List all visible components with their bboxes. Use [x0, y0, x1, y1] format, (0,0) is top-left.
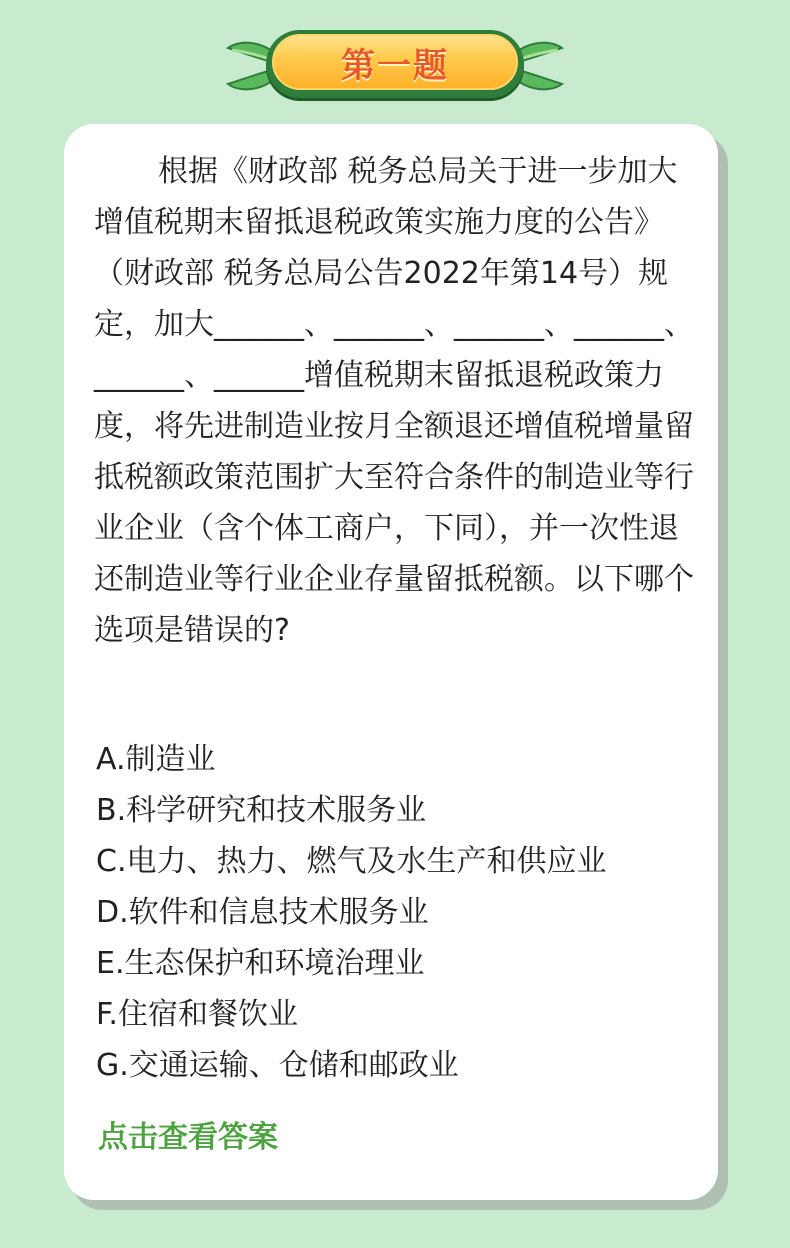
question-text: 根据《财政部 税务总局关于进一步加大增值税期末留抵退税政策实施力度的公告》（财政部 税务总局公告2022年第14号）规定，加大______、______、______、______、______、______增值税期末留抵退税政策力度，将先进制造业按月全额退还增值税增量留抵税额政策范围扩大至符合条件的制造业等行业企业（含个体工商户，下同），并一次性退还制造业等行业企业存量留抵税额。以下哪个选项是错误的? [94, 154, 694, 648]
option-c[interactable]: C.电力、热力、燃气及水生产和供应业 [96, 844, 607, 879]
title-badge [226, 26, 564, 106]
option-f[interactable]: F.住宿和餐饮业 [96, 997, 298, 1032]
option-d[interactable]: D.软件和信息技术服务业 [96, 895, 429, 930]
option-b[interactable]: B.科学研究和技术服务业 [96, 793, 427, 828]
badge-title: 第一题 [341, 45, 449, 86]
option-a[interactable]: A.制造业 [96, 742, 216, 777]
question-card [64, 124, 718, 1200]
option-e[interactable]: E.生态保护和环境治理业 [96, 946, 425, 981]
option-g[interactable]: G.交通运输、仓储和邮政业 [96, 1048, 459, 1083]
options-list [96, 734, 686, 1091]
view-answer-link[interactable]: 点击查看答案 [98, 1120, 278, 1155]
badge-pill [266, 30, 524, 98]
badge-inner [272, 34, 518, 90]
